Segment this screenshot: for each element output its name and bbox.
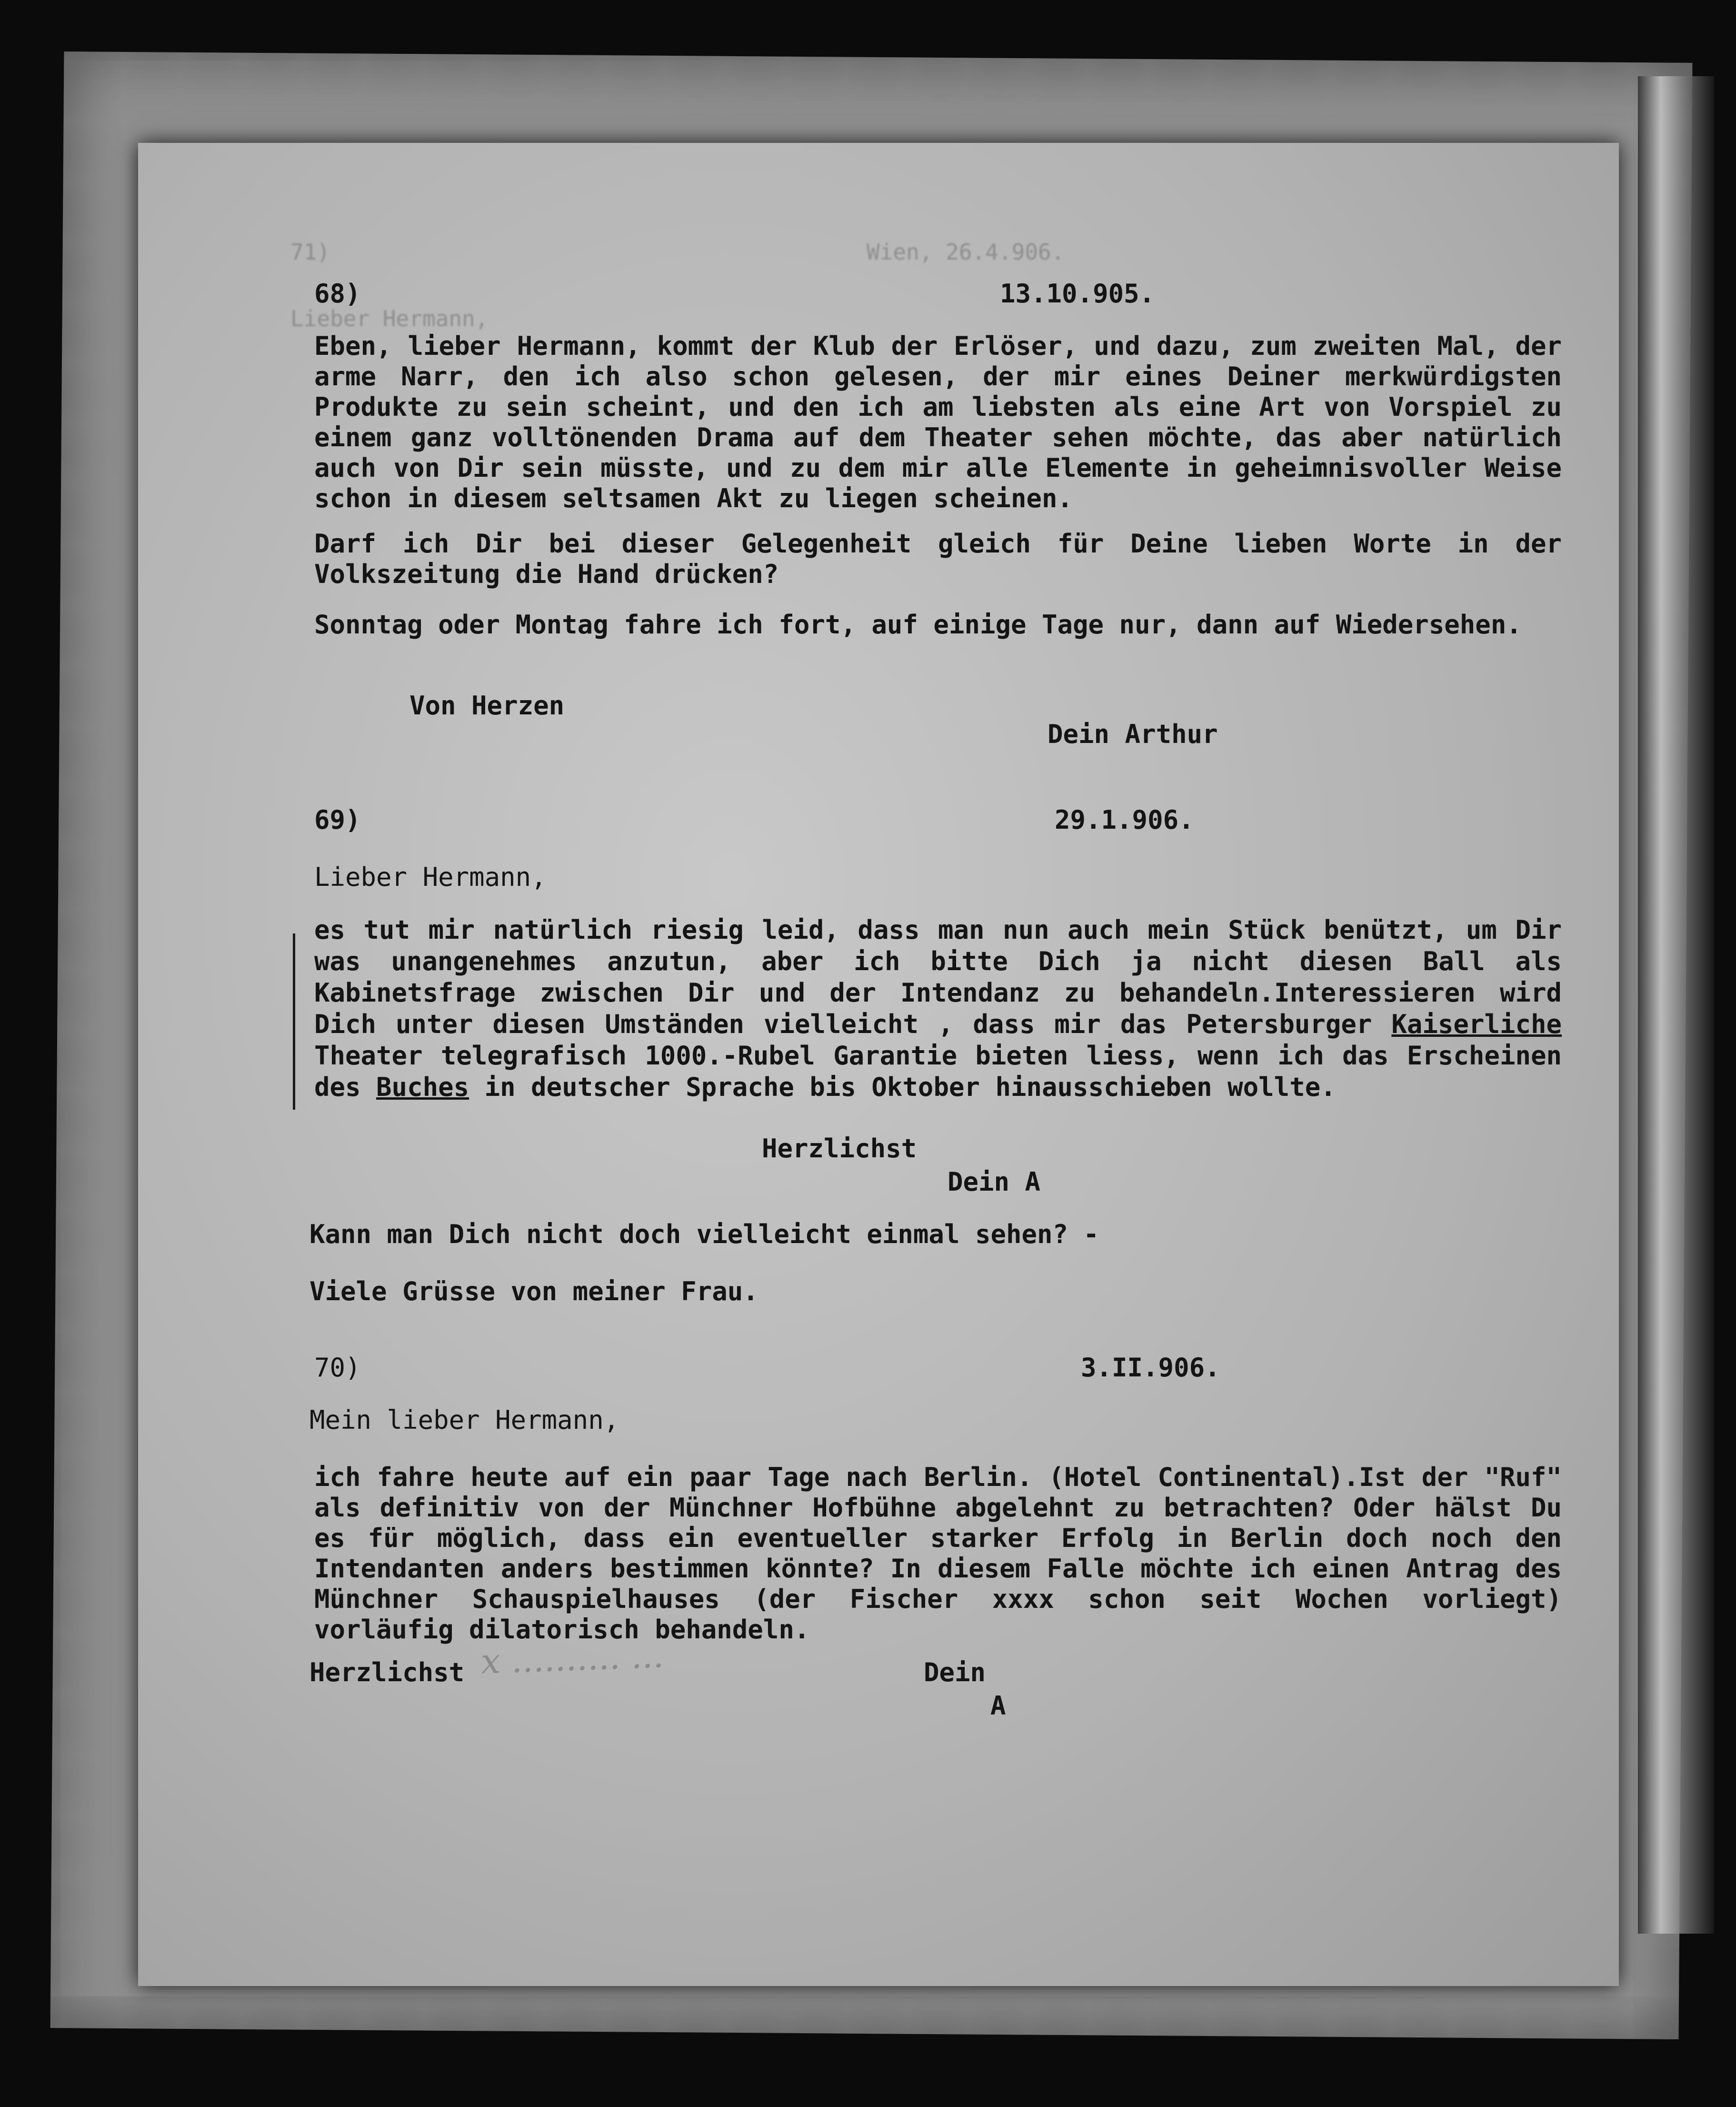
letter-70-closing: Herzlichst	[309, 1657, 465, 1687]
letter-70-date: 3.II.906.	[1081, 1353, 1220, 1383]
letter-68-closing: Von Herzen	[409, 691, 565, 721]
letter-68-signature: Dein Arthur	[1048, 719, 1218, 749]
letter-68-para-2: Darf ich Dir bei dieser Gelegenheit gleich für Deine lieben Worte in der Volkszeitung die Hand drücken?	[314, 529, 1562, 589]
ghost-salutation: Lieber Hermann,	[290, 306, 489, 331]
margin-pen-mark	[293, 933, 295, 1110]
letter-69-ps-1: Kann man Dich nicht doch vielleicht einmal sehen? -	[309, 1219, 1099, 1249]
letter-69-ps-2: Viele Grüsse von meiner Frau.	[309, 1276, 758, 1306]
letter-70-number: 70)	[314, 1353, 361, 1383]
letter-69-body-start: es tut mir natürlich riesig leid, dass man nun auch mein Stück benützt, um Dir was unangenehmes anzutun, aber ich bitte Dich ja nicht diesen Ball als Kabinetsfrage zwischen Dir und der Intendanz zu behandeln.Interessieren wird Dich unter diesen Umständen vielleicht , dass mir das Petersburger	[314, 915, 1562, 1039]
document-page	[138, 143, 1619, 1986]
letter-69-number: 69)	[314, 805, 361, 835]
ghost-number: 71)	[290, 239, 330, 265]
ghost-date: Wien, 26.4.906.	[867, 239, 1065, 265]
letter-70-signature-word: Dein	[924, 1657, 986, 1687]
letter-68-date: 13.10.905.	[1000, 279, 1155, 309]
letter-70-body: ich fahre heute auf ein paar Tage nach Berlin. (Hotel Continental).Ist der "Ruf" als definitiv von der Münchner Hofbühne abgelehnt zu betrachten? Oder hälst Du es für möglich, dass ein eventueller starker Erfolg in Berlin doch noch den Intendanten anders bestimmen könnte? In diesem Falle möchte ich einen Antrag des Münchner Schauspielhauses (der Fischer xxxx schon seit Wochen vorliegt) vorläufig dilatorisch behandeln.	[314, 1462, 1562, 1645]
letter-69-date: 29.1.906.	[1055, 805, 1194, 835]
page-edge-shadow	[1638, 76, 1714, 1934]
handwritten-annotation: x .......... ...	[480, 1635, 665, 1682]
letter-69-salutation: Lieber Hermann,	[314, 862, 547, 892]
letter-69-signature: Dein A	[948, 1167, 1041, 1197]
letter-69-body-end: in deutscher Sprache bis Oktober hinausschieben wollte.	[469, 1072, 1336, 1102]
letter-68-para-3: Sonntag oder Montag fahre ich fort, auf einige Tage nur, dann auf Wiedersehen.	[314, 610, 1522, 640]
letter-68-number: 68)	[314, 279, 361, 309]
letter-70-salutation: Mein lieber Hermann,	[309, 1405, 619, 1435]
underlined-buches: Buches	[376, 1072, 469, 1102]
letter-69-body	[314, 914, 1562, 1103]
letter-68-para-1: Eben, lieber Hermann, kommt der Klub der Erlöser, und dazu, zum zweiten Mal, der arme Narr, den ich also schon gelesen, der mir eines Deiner merkwürdigsten Produkte zu sein scheint, und den ich am liebsten als eine Art von Vorspiel zu einem ganz volltönenden Drama auf dem Theater sehen möchte, das aber natürlich auch von Dir sein müsste, und zu dem mir alle Elemente in geheimnisvoller Weise schon in diesem seltsamen Akt zu liegen scheinen.	[314, 331, 1562, 513]
underlined-kaiserliche: Kaiserliche	[1391, 1009, 1562, 1039]
letter-69-body-mid: Theater telegrafisch 1000.-Rubel Garantie bieten liess, wenn ich das Erscheinen des	[314, 1041, 1562, 1102]
letter-69-closing: Herzlichst	[762, 1134, 917, 1164]
letter-70-signature-initial: A	[990, 1691, 1006, 1721]
